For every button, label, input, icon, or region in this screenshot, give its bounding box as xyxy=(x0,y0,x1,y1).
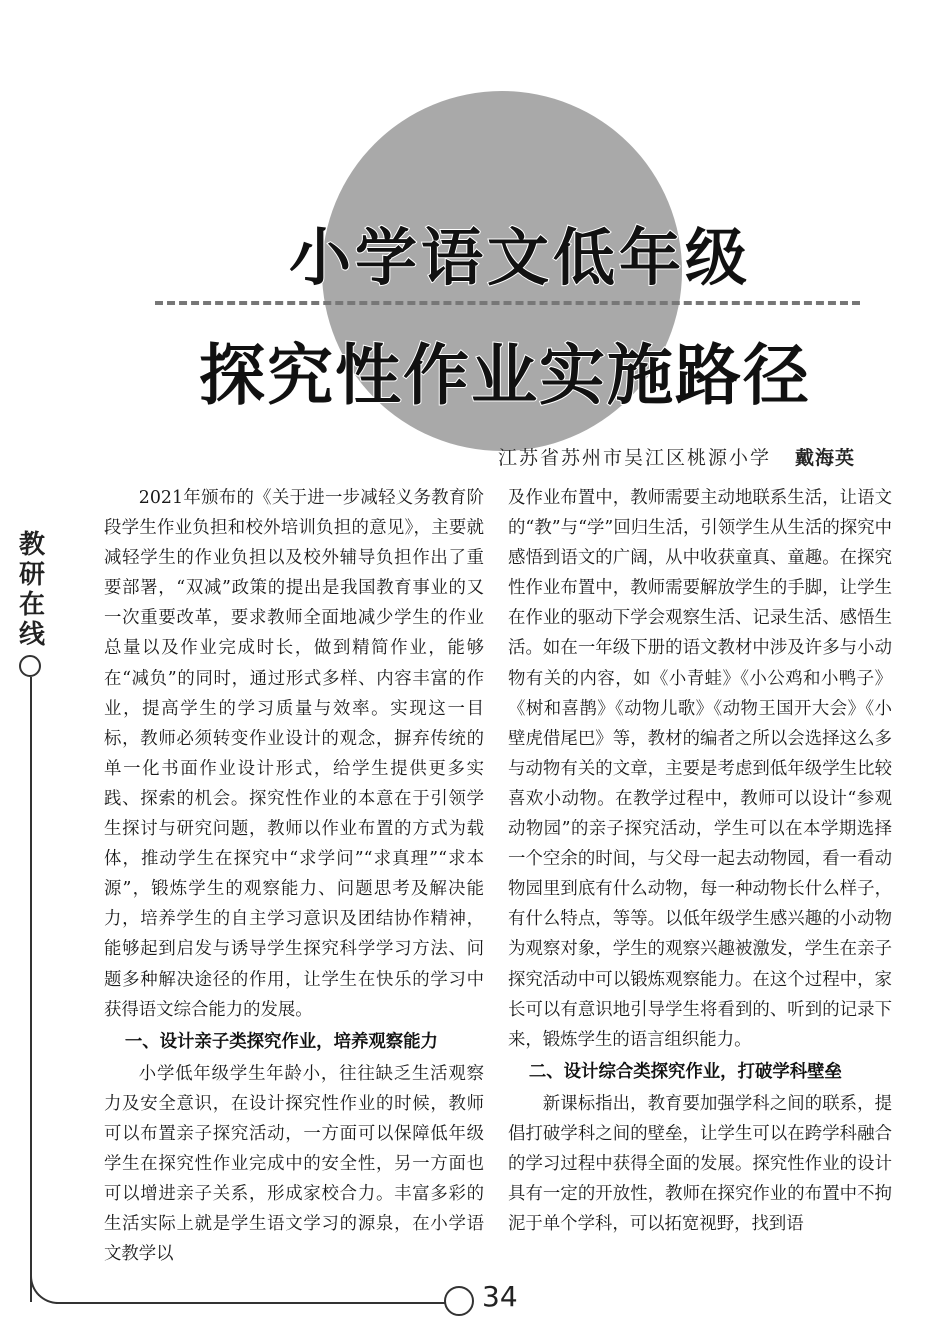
byline xyxy=(498,443,855,470)
title-dashed-divider xyxy=(155,301,860,305)
article-title-line1: 小学语文低年级 xyxy=(288,221,751,294)
article-title-line2: 探究性作业实施路径 xyxy=(199,337,811,414)
section-label-char: 教 xyxy=(18,530,45,560)
body-column-right xyxy=(508,483,892,1239)
side-rail-line xyxy=(30,677,32,1302)
paragraph: 及作业布置中，教师需要主动地联系生活，让语文的“教”与“学”回归生活，引领学生从生活的探究中感悟到语文的广阔，从中收获童真、童趣。在探究性作业布置中，教师需要解放学生的手脚，让学生在作业的驱动下学会观察生活、记录生活、感悟生活。如在一年级下册的语文教材中涉及许多与小动物有关的内容，如《小青蛙》《小公鸡和小鸭子》《树和喜鹊》《动物儿歌》《动物王国开大会》《小壁虎借尾巴》等，教材的编者之所以会选择这么多与动物有关的文章，主要是考虑到低年级学生比较喜欢小动物。在教学过程中，教师可以设计“参观动物园”的亲子探究活动，学生可以在本学期选择一个空余的时间，与父母一起去动物园，看一看动物园里到底有什么动物，每一种动物长什么样子，有什么特点，等等。以低年级学生感兴趣的小动物为观察对象，学生的观察兴趣被激发，学生在亲子探究活动中可以锻炼观察能力。在这个过程中，家长可以有意识地引导学生将看到的、听到的记录下来，锻炼学生的语言组织能力。 xyxy=(508,488,892,1050)
paragraph: 新课标指出，教育要加强学科之间的联系，提倡打破学科之间的壁垒，让学生可以在跨学科融合的学习过程中获得全面的发展。探究性作业的设计具有一定的开放性，教师在探究作业的布置中不拘泥于单个学科，可以拓宽视野，找到语 xyxy=(508,1093,892,1235)
footer-ring-ornament xyxy=(444,1286,474,1316)
author-school: 江苏省苏州市吴江区桃源小学 xyxy=(497,447,771,469)
section-label-char: 研 xyxy=(18,560,45,590)
section-label-char: 线 xyxy=(18,620,45,650)
section-label xyxy=(12,530,52,650)
side-rail-curve xyxy=(30,1276,58,1304)
section-label-char: 在 xyxy=(18,590,45,620)
body-column-left xyxy=(104,483,484,1269)
page-number: 34 xyxy=(482,1280,518,1313)
paragraph: 2021年颁布的《关于进一步减轻义务教育阶段学生作业负担和校外培训负担的意见》，主要就减轻学生的作业负担以及校外辅导负担作出了重要部署，“双减”政策的提出是我国教育事业的又一次重要改革，要求教师全面地减少学生的作业总量以及作业完成时长，做到精简作业，能够在“减负”的同时，通过形式多样、内容丰富的作业，提高学生的学习质量与效率。实现这一目标，教师必须转变作业设计的观念，摒弃传统的单一化书面作业设计形式，给学生提供更多实践、探索的机会。探究性作业的本意在于引领学生探讨与研究问题，教师以作业布置的方式为载体，推动学生在探究中“求学问”“求真理”“求本源”，锻炼学生的观察能力、问题思考及解决能力，培养学生的自主学习意识及团结协作精神，能够起到启发与诱导学生探究科学学习方法、问题多种解决途径的作用，让学生在快乐的学习中获得语文综合能力的发展。 xyxy=(104,488,484,1020)
section-heading: 二、设计综合类探究作业，打破学科壁垒 xyxy=(528,1061,842,1082)
author-name: 戴海英 xyxy=(794,447,855,469)
paragraph: 小学低年级学生年龄小，往往缺乏生活观察力及安全意识，在设计探究性作业的时候，教师可以布置亲子探究活动，一方面可以保障低年级学生在探究性作业完成中的安全性，另一方面也可以增进亲子关系，形成家校合力。丰富多彩的生活实际上就是学生语文学习的源泉，在小学语文教学以 xyxy=(104,1063,484,1265)
side-ring-ornament xyxy=(19,655,41,677)
footer-rule xyxy=(56,1302,446,1304)
section-heading: 一、设计亲子类探究作业，培养观察能力 xyxy=(124,1031,438,1052)
